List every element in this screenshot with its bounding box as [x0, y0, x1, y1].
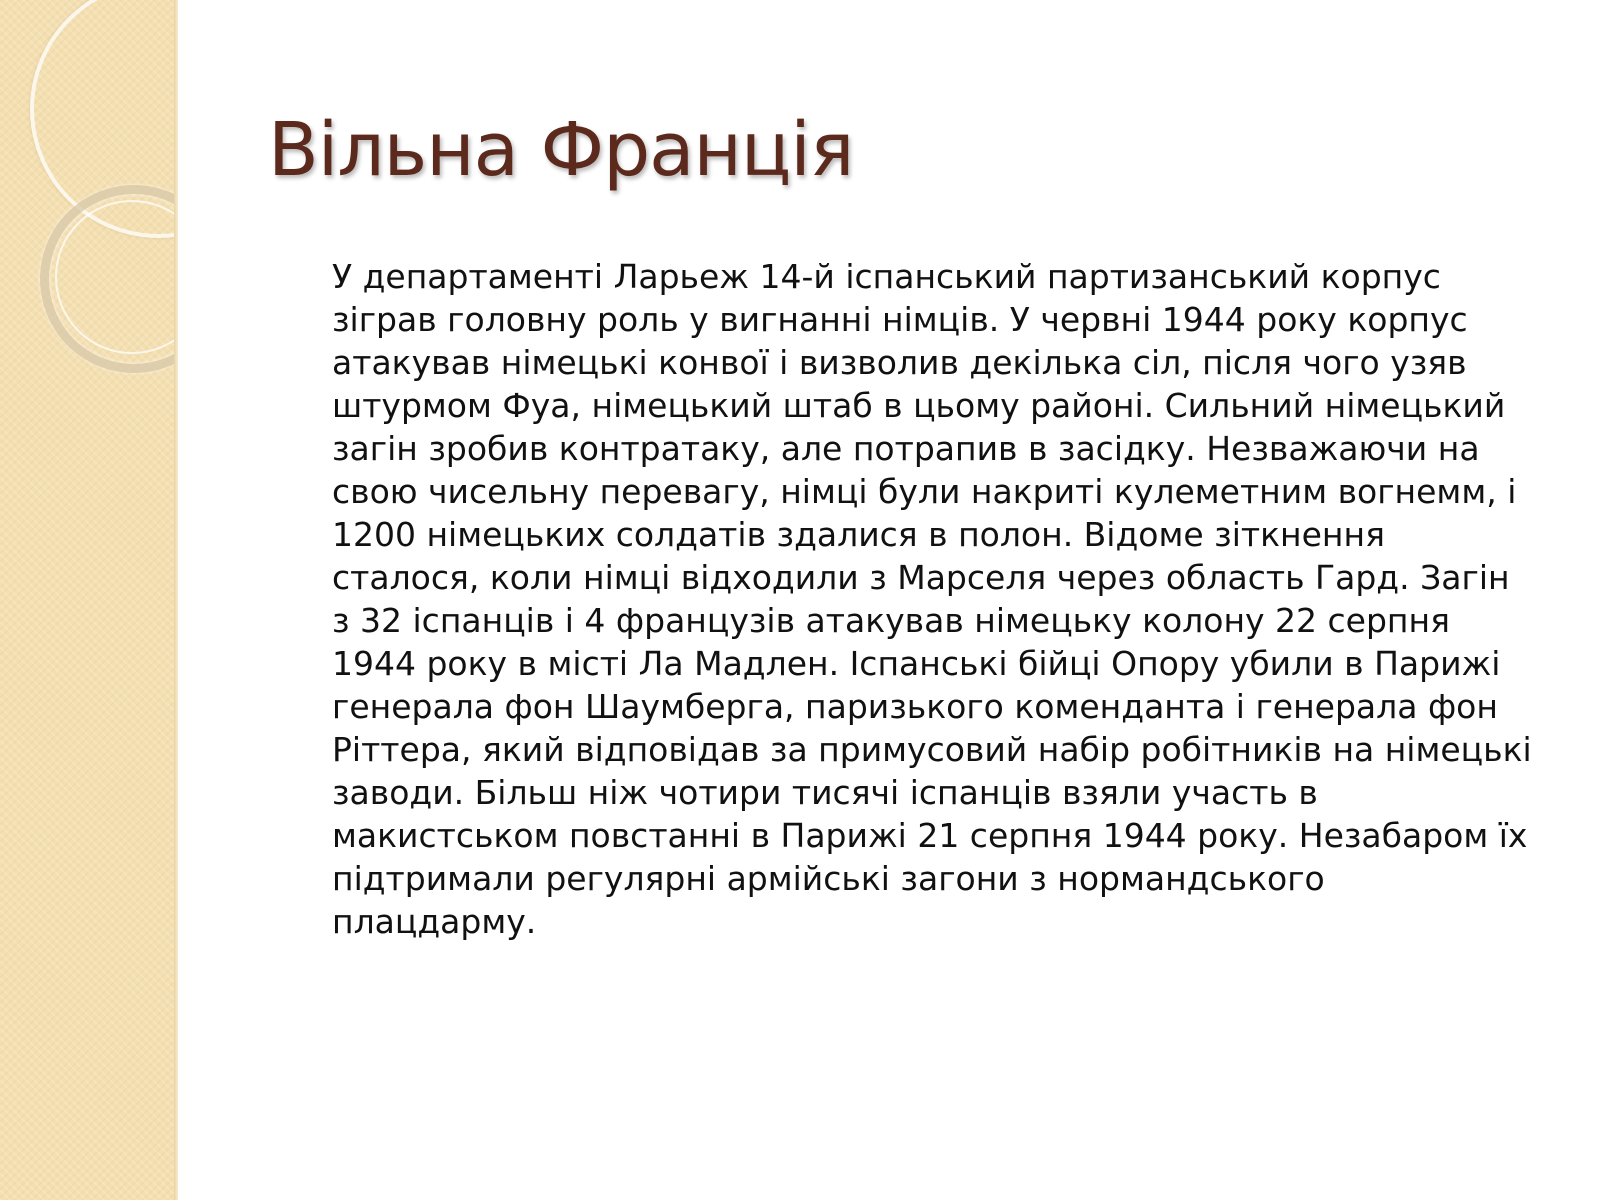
- slide-title: Вільна Франція: [268, 107, 854, 193]
- slide-body-text: У департаменті Ларьеж 14-й іспанський партизанський корпус зіграв головну роль у вигнанні німців. У червні 1944 року корпус атакував німецькі конвої і визволив декілька сіл, після чого узяв штурмом Фуа, німецький штаб в цьому районі. Сильний німецький загін зробив контратаку, але потрапив в засідку. Незважаючи на свою чисельну перевагу, німці були накриті кулеметним вогнемм, і 1200 німецьких солдатів здалися в полон. Відоме зіткнення сталося, коли німці відходили з Марселя через область Гард. Загін з 32 іспанців і 4 французів атакував німецьку колону 22 серпня 1944 року в місті Ла Мадлен. Іспанські бійці Опору убили в Парижі генерала фон Шаумберга, паризького коменданта і генерала фон Ріттера, який відповідав за примусовий набір робітників на німецькі заводи. Більш ніж чотири тисячі іспанців взяли участь в макистськом повстанні в Парижі 21 серпня 1944 року. Незабаром їх підтримали регулярні армійські загони з нормандського плацдарму.: [332, 257, 1532, 941]
- decorative-side-band: [0, 0, 178, 1200]
- side-band-edge: [174, 0, 178, 1200]
